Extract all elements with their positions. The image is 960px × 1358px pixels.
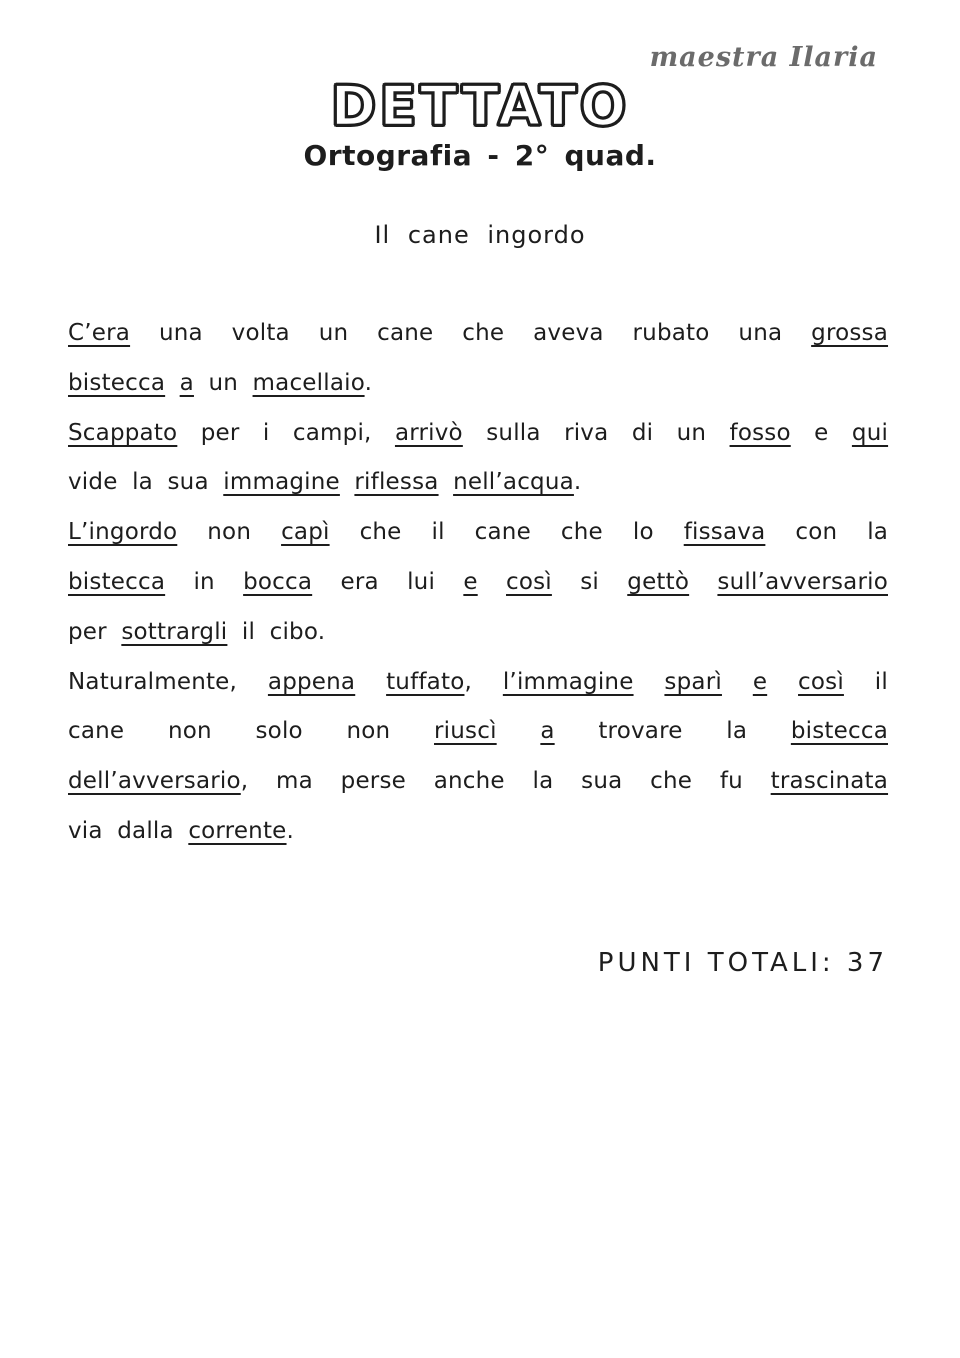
word: sua [167,469,209,496]
underlined-word: sull’avversario [717,568,888,595]
word: campi, [292,419,372,446]
word: lo [632,519,654,546]
underlined-word: bistecca [68,369,166,396]
underlined-word: così [506,568,552,595]
word: riva [564,419,609,446]
word: che [359,519,402,546]
word: perse [340,768,406,795]
word: cibo. [269,618,326,645]
underlined-word: riuscì [434,718,497,745]
word: lui [407,568,436,595]
underlined-word: C’era [68,320,131,346]
word: che [462,320,505,346]
word: anche [433,768,505,795]
word: una [738,320,783,346]
word: un [318,320,349,346]
underlined-word: corrente [188,817,287,844]
underlined-word: fissava [683,519,766,546]
word: trovare [598,718,683,745]
word: per [200,419,240,446]
word: Naturalmente, [68,668,238,695]
underlined-word: sottrargli [121,618,228,645]
underlined-word: arrivò [394,419,463,446]
word: fu [719,768,743,795]
word: i [262,419,270,446]
word: non [346,718,391,745]
word: ma [276,768,313,795]
word: rubato [632,320,710,346]
underlined-word: macellaio [252,369,365,396]
punctuation: . [573,469,582,496]
story-line [68,409,888,459]
underlined-word: riflessa [354,469,439,496]
underlined-word: tuffato [386,668,465,695]
story-line [68,807,888,857]
word: volta [231,320,290,346]
punctuation: . [286,817,295,844]
story-title: Il cane ingordo [374,221,586,249]
word: vide [68,469,118,496]
word: dalla [117,817,174,844]
word: non [207,519,252,546]
story-line [68,458,888,508]
word: la [726,718,748,745]
word: era [340,568,379,595]
underlined-word: L’ingordo [68,519,178,546]
word: il [874,668,888,695]
story-line [68,309,888,359]
word: in [193,568,215,595]
punctuation: , [240,768,249,795]
word: si [580,568,599,595]
word: cane [377,320,434,346]
word: cane [68,718,125,745]
story-line [68,608,888,658]
underlined-word: capì [281,519,330,546]
underlined-word: qui [851,419,889,446]
word: che [650,768,693,795]
total-points-label: PUNTI TOTALI: 37 [597,948,888,978]
word: la [132,469,153,496]
story-line [68,359,888,409]
punctuation: . [364,369,373,396]
underlined-word: bistecca [68,568,166,595]
underlined-word: immagine [223,469,340,496]
word: una [158,320,203,346]
underlined-word: sparì [664,668,722,695]
word: un [208,369,239,396]
word: sulla [486,419,541,446]
underlined-word: grossa [811,320,889,346]
word: la [532,768,554,795]
underlined-word: dell’avversario [68,768,241,795]
story-line [68,558,888,608]
word: cane [474,519,531,546]
underlined-word: e [752,668,768,695]
underlined-word: bocca [243,568,313,595]
word: il [431,519,445,546]
word: non [167,718,212,745]
worksheet-subtitle: Ortografia - 2° quad. [303,139,657,172]
word: il [241,618,256,645]
story-body [68,309,888,857]
word: aveva [533,320,604,346]
underlined-word: gettò [627,568,690,595]
underlined-word: nell’acqua [453,469,574,496]
underlined-word: l’immagine [502,668,634,695]
underlined-word: così [798,668,844,695]
underlined-word: fosso [729,419,791,446]
word: di [631,419,654,446]
punctuation: , [464,668,472,695]
worksheet-title: DETTATO [330,74,630,138]
teacher-signature: maestra Ilaria [649,42,878,73]
word: e [814,419,829,446]
underlined-word: a [179,369,194,396]
underlined-word: a [540,718,555,745]
word: la [867,519,889,546]
story-line [68,508,888,558]
story-line [68,658,888,708]
word: con [795,519,838,546]
word: per [68,618,107,645]
word: sua [581,768,623,795]
underlined-word: e [463,568,478,595]
underlined-word: appena [267,668,356,695]
story-line [68,707,888,757]
underlined-word: Scappato [68,419,178,446]
word: che [560,519,603,546]
underlined-word: bistecca [790,718,888,745]
underlined-word: trascinata [770,768,889,795]
word: un [676,419,707,446]
word: solo [255,718,303,745]
story-line [68,757,888,807]
word: via [68,817,103,844]
